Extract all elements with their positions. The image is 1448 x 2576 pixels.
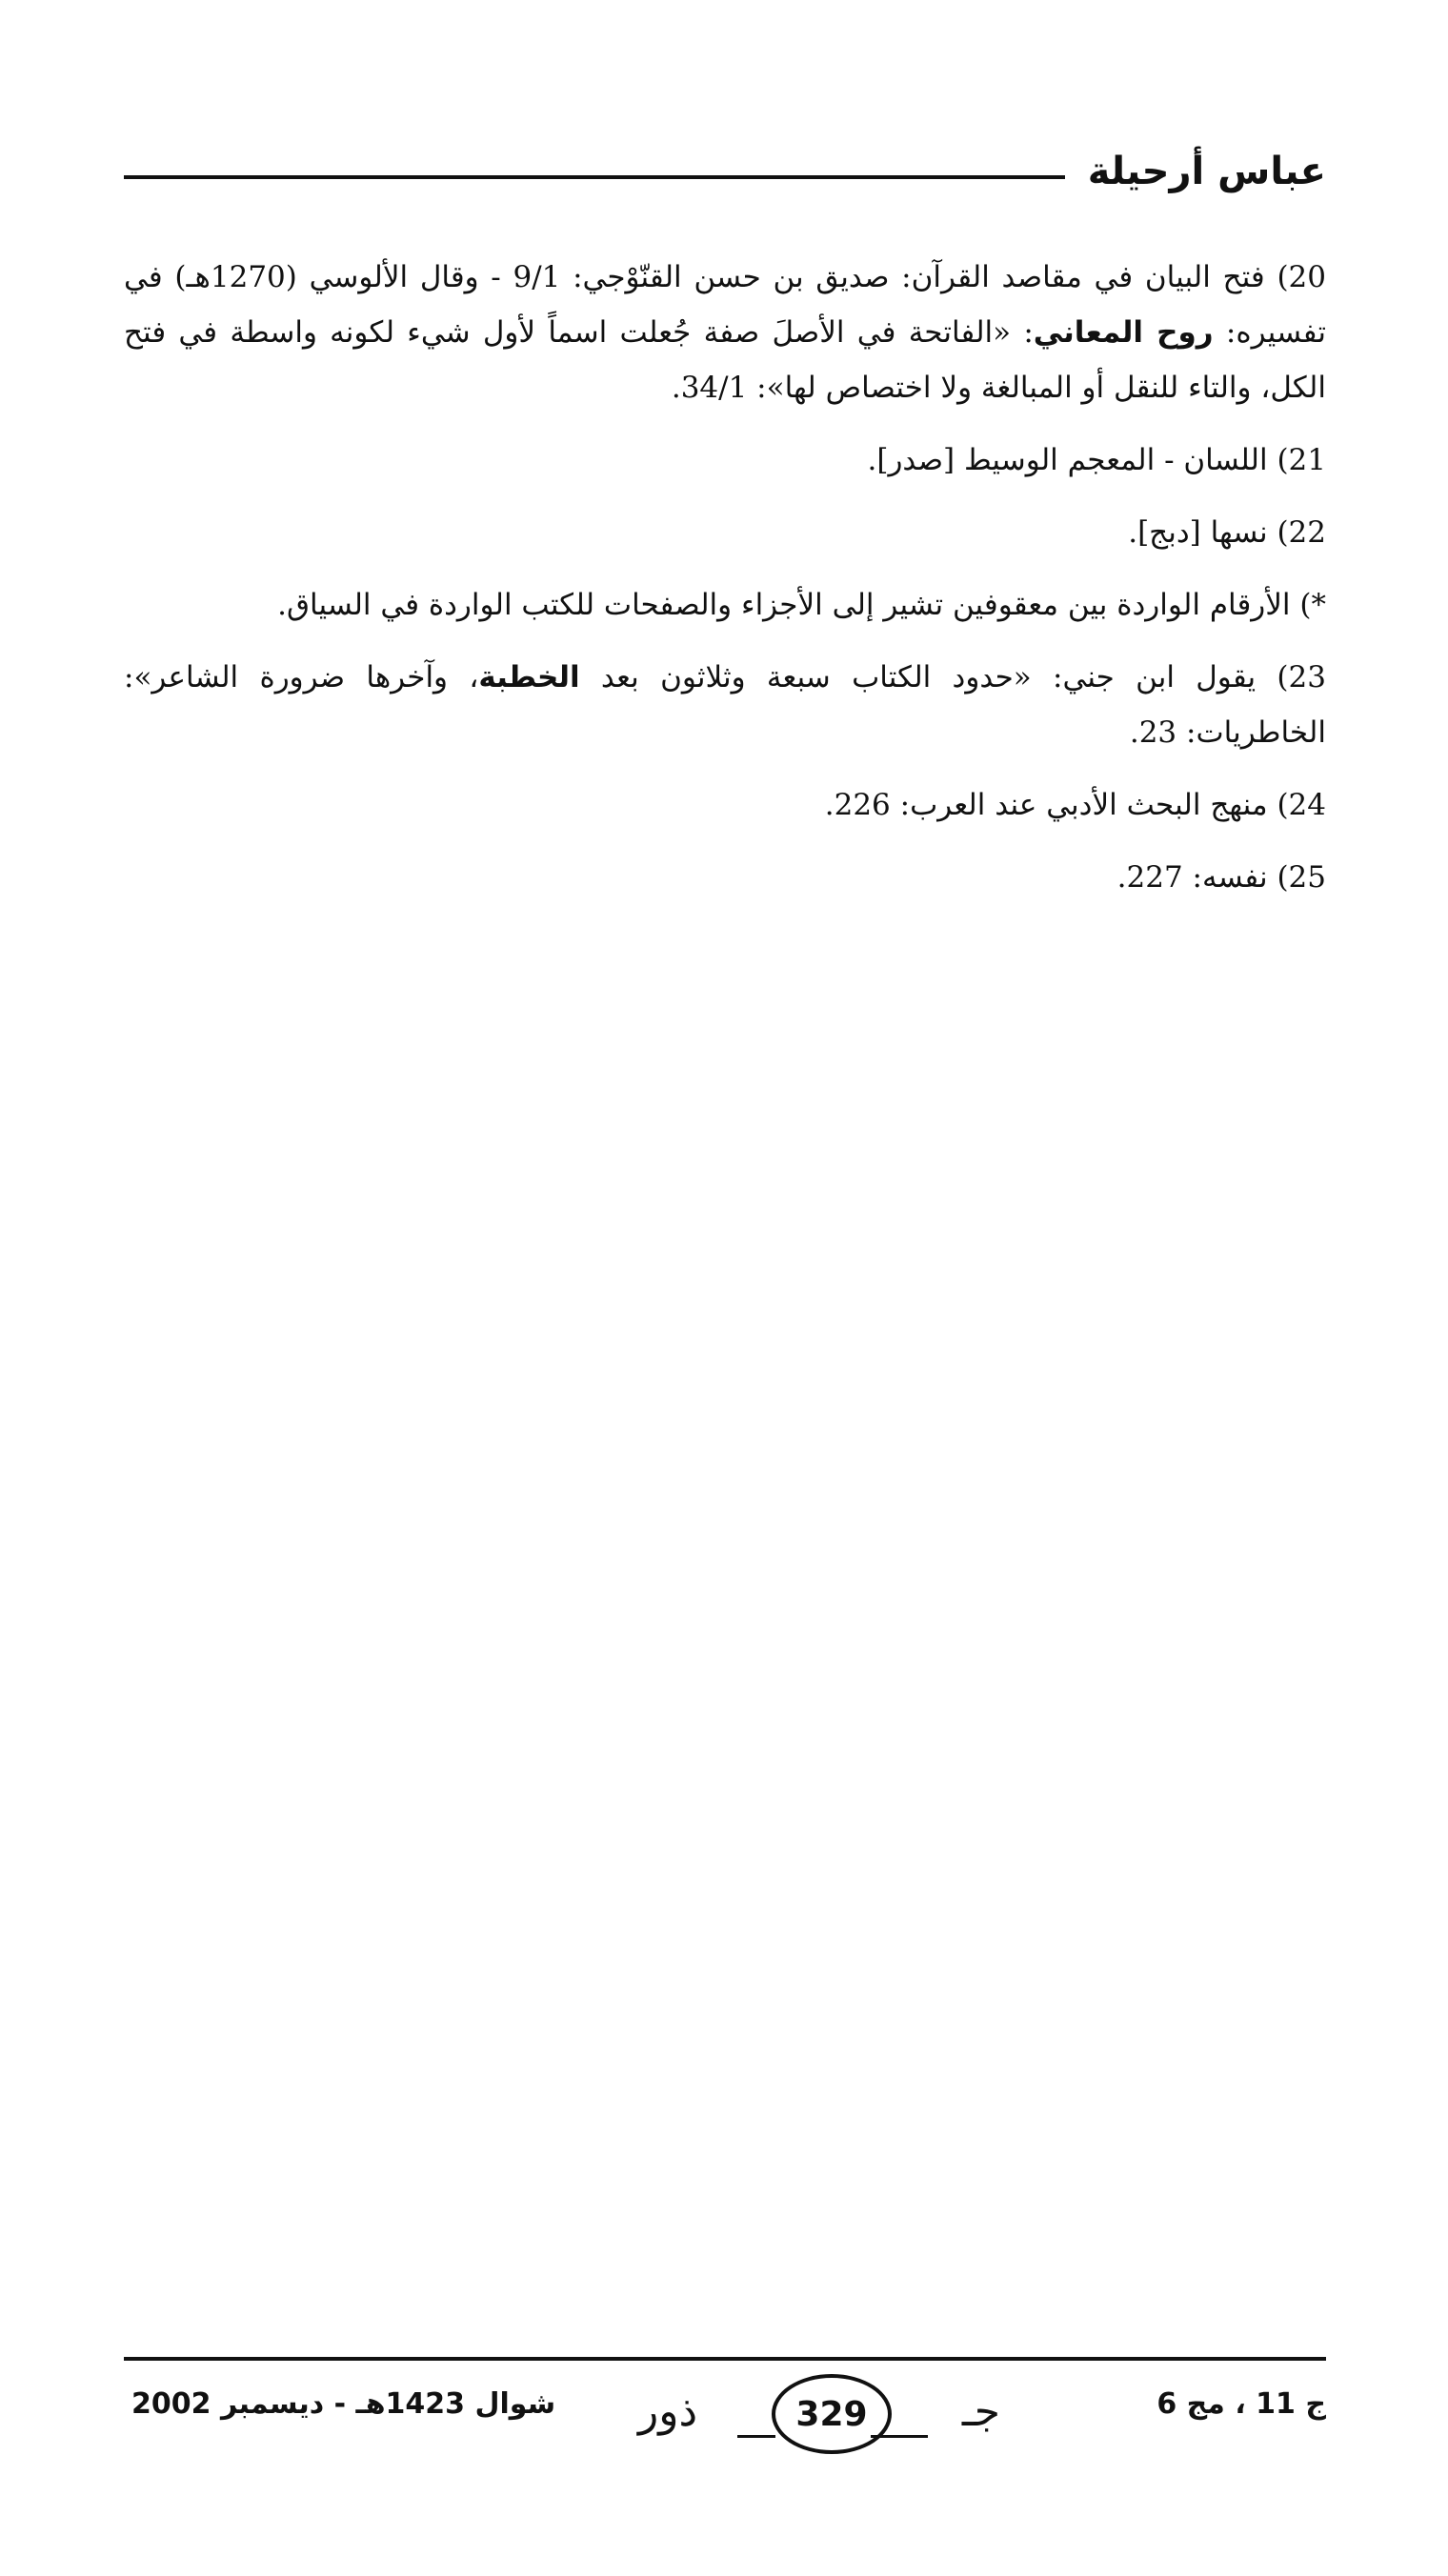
footnote-23: 23) يقول ابن جني: «حدود الكتاب سبعة وثلاثون بعد الخطبة، وآخرها ضرورة الشاعر»: الخاطريات: 23. <box>124 660 1326 750</box>
page-number-badge <box>772 2374 892 2454</box>
footnote-21: 21) اللسان - المعجم الوسيط [صدر]. <box>867 443 1326 477</box>
header-rule <box>124 175 1065 179</box>
page-footer <box>124 2370 1326 2462</box>
running-header <box>124 133 1326 210</box>
book-title-bold: روح المعاني <box>1033 315 1214 350</box>
journal-logo <box>638 2374 1000 2460</box>
publication-date: شوال 1423هـ - ديسمبر 2002 <box>131 2387 556 2421</box>
footnote-20: 20) فتح البيان في مقاصد القرآن: صديق بن حسن القنّوْجي: 9/1 - وقال الألوسي (1270هـ) في تفسيره: روح المعاني: «الفاتحة في الأصلَ صفة جُعلت اسماً لأول شيء لكونه واسطة في فتح الكل، والتاء للنقل أو المبالغة ولا اختصاص لها»: 34/1. <box>124 260 1326 405</box>
footnote-25: 25) نفسه: 227. <box>1116 860 1326 895</box>
emphasis-bold: الخطبة <box>478 660 580 694</box>
journal-connector <box>737 2435 775 2438</box>
footnotes <box>124 250 1326 922</box>
footnote-star: *) الأرقام الواردة بين معقوفين تشير إلى الأجزاء والصفحات للكتب الواردة في السياق. <box>277 588 1326 622</box>
issue-volume: ج 11 ، مج 6 <box>1156 2387 1326 2421</box>
journal-name-part: جـ <box>961 2387 1000 2436</box>
footer-rule <box>124 2357 1326 2361</box>
page-number: 329 <box>795 2394 868 2434</box>
author-name: عباس أرحيلة <box>1087 150 1326 193</box>
journal-connector <box>871 2435 928 2438</box>
footnote-24: 24) منهج البحث الأدبي عند العرب: 226. <box>824 788 1326 822</box>
journal-name-part: ذور <box>638 2387 698 2436</box>
footnote-22: 22) نسها [دبج]. <box>1128 515 1326 550</box>
